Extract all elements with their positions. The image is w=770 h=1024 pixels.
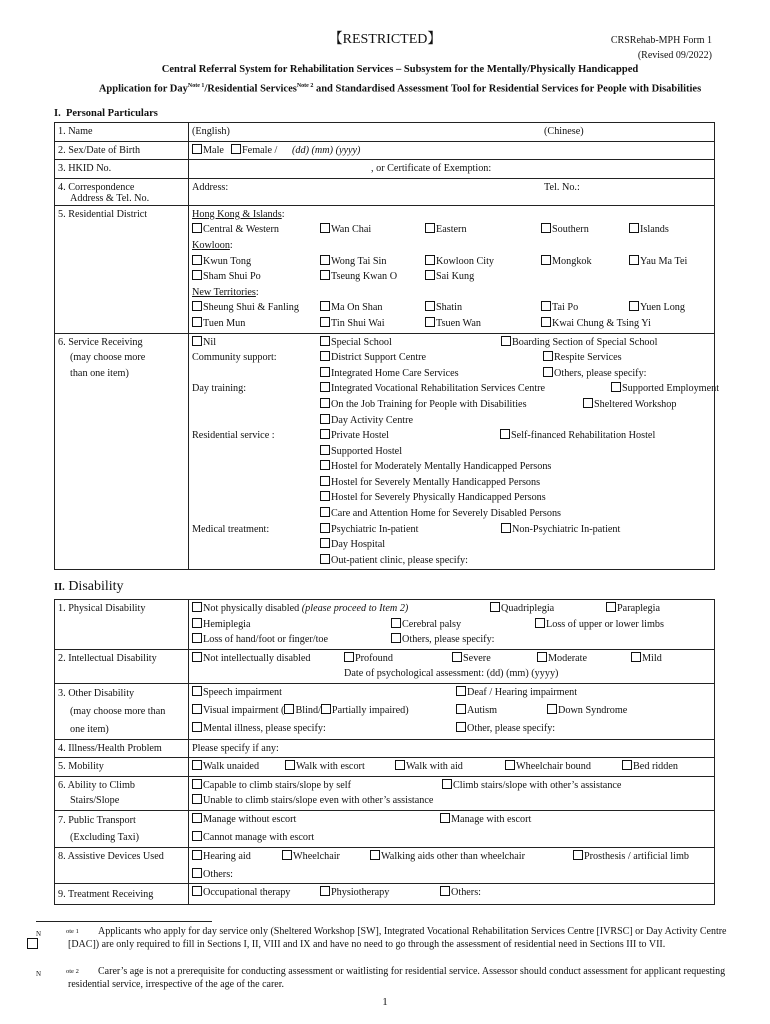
- cerebral-palsy-label: Cerebral palsy: [402, 618, 462, 630]
- name-field[interactable]: [189, 123, 715, 142]
- central-western-checkbox[interactable]: [192, 223, 202, 233]
- new-territories-heading: New Territories: [192, 286, 256, 298]
- nil-checkbox[interactable]: [192, 336, 202, 346]
- sheltered-workshop-label: Sheltered Workshop: [594, 398, 677, 410]
- walk-aid-label: Walk with aid: [406, 761, 463, 773]
- footnote-1-mark: N: [36, 930, 42, 938]
- wheelchair-label: Wheelchair: [293, 850, 340, 862]
- personal-particulars-table: [54, 122, 720, 570]
- nonpsych-inpatient-label: Non-Psychiatric In-patient: [512, 523, 621, 535]
- care-attention-checkbox[interactable]: [320, 507, 330, 517]
- day-training-label: Day training:: [192, 383, 247, 395]
- residential-service-label: Residential service :: [192, 430, 275, 442]
- care-attention-label: Care and Attention Home for Severely Disabled Persons: [331, 508, 562, 520]
- eastern-label: Eastern: [436, 224, 467, 236]
- yau-ma-tei-label: Yau Ma Tei: [640, 255, 688, 267]
- moderate-checkbox[interactable]: [537, 652, 547, 662]
- chinese-label: (Chinese): [544, 126, 584, 137]
- hk-islands-heading: Hong Kong & Islands: [192, 208, 282, 220]
- tuen-mun-label: Tuen Mun: [203, 317, 246, 329]
- yau-ma-tei-checkbox[interactable]: [629, 255, 639, 265]
- physical-others-checkbox[interactable]: [391, 633, 401, 643]
- hearing-aid-label: Hearing aid: [203, 850, 251, 862]
- walk-escort-checkbox[interactable]: [285, 760, 295, 770]
- ma-on-shan-checkbox[interactable]: [320, 301, 330, 311]
- female-checkbox[interactable]: [231, 144, 241, 154]
- private-hostel-label: Private Hostel: [331, 430, 390, 442]
- address-field[interactable]: [189, 178, 715, 205]
- manage-with-escort-checkbox[interactable]: [440, 813, 450, 823]
- climb-label: [55, 776, 189, 810]
- sai-kung-checkbox[interactable]: [425, 270, 435, 280]
- dac-label: Day Activity Centre: [331, 414, 414, 426]
- psych-assessment-date: Date of psychological assessment: (dd) (mm) (yyyy): [344, 668, 559, 680]
- hemiplegia-label: Hemiplegia: [203, 618, 251, 630]
- hostel-severe-mental-label: Hostel for Severely Mentally Handicapped Persons: [331, 476, 541, 488]
- illness-label: 4. Illness/Health Problem: [55, 739, 189, 758]
- hostel-moderate-label: Hostel for Moderately Mentally Handicapped Persons: [331, 461, 552, 473]
- hemiplegia-checkbox[interactable]: [192, 618, 202, 628]
- intellectual-label: 2. Intellectual Disability: [55, 649, 189, 683]
- ihcs-checkbox[interactable]: [320, 367, 330, 377]
- footnote-1-sup: ote 1: [66, 928, 79, 935]
- loss-limbs-checkbox[interactable]: [535, 618, 545, 628]
- walking-aids-label: Walking aids other than wheelchair: [381, 850, 526, 862]
- climb-label-1: 6. Ability to Climb: [58, 779, 135, 791]
- title-part-b: /Residential Services: [204, 83, 297, 95]
- service-label: [55, 333, 189, 570]
- wheelchair-bound-label: Wheelchair bound: [516, 761, 591, 773]
- self-financed-label: Self-financed Rehabilitation Hostel: [511, 430, 656, 442]
- illness-row: [55, 739, 715, 758]
- ihcs-label: Integrated Home Care Services: [331, 367, 459, 379]
- tai-po-label: Tai Po: [552, 302, 579, 314]
- title-line-2: [40, 78, 760, 98]
- autism-checkbox[interactable]: [456, 704, 466, 714]
- community-others-checkbox[interactable]: [543, 367, 553, 377]
- footnote-separator: [36, 921, 212, 922]
- mongkok-label: Mongkok: [552, 255, 592, 267]
- tin-shui-wai-label: Tin Shui Wai: [331, 317, 385, 329]
- eastern-checkbox[interactable]: [425, 223, 435, 233]
- otj-checkbox[interactable]: [320, 398, 330, 408]
- female-label: Female /: [242, 144, 278, 156]
- kwai-chung-label: Kwai Chung & Tsing Yi: [552, 317, 651, 329]
- southern-checkbox[interactable]: [541, 223, 551, 233]
- cannot-manage-label: Cannot manage with escort: [203, 831, 315, 843]
- kwai-chung-checkbox[interactable]: [541, 317, 551, 327]
- walk-escort-label: Walk with escort: [296, 761, 365, 773]
- correspondence-row: [55, 178, 715, 205]
- yuen-long-checkbox[interactable]: [629, 301, 639, 311]
- loss-hand-label: Loss of hand/foot or finger/toe: [203, 634, 329, 646]
- bed-ridden-checkbox[interactable]: [622, 760, 632, 770]
- mobility-label: 5. Mobility: [55, 758, 189, 777]
- wan-chai-label: Wan Chai: [331, 224, 372, 236]
- kowloon-heading: Kowloon: [192, 239, 230, 251]
- form-title: [40, 61, 760, 98]
- outpatient-label: Out-patient clinic, please specify:: [331, 554, 468, 566]
- male-label: Male: [203, 144, 224, 156]
- disability-table: [54, 599, 715, 905]
- climb-row: [55, 776, 715, 810]
- assistive-others-checkbox[interactable]: [192, 868, 202, 878]
- mongkok-checkbox[interactable]: [541, 255, 551, 265]
- hostel-moderate-checkbox[interactable]: [320, 460, 330, 470]
- shatin-checkbox[interactable]: [425, 301, 435, 311]
- day-hospital-label: Day Hospital: [331, 539, 386, 551]
- mobility-row: [55, 758, 715, 777]
- partial-checkbox[interactable]: [321, 704, 331, 714]
- name-row: [55, 123, 715, 142]
- other-disability-checkbox[interactable]: [456, 722, 466, 732]
- section-2-heading: [54, 579, 124, 595]
- footnote-1: [36, 926, 736, 966]
- self-financed-checkbox[interactable]: [500, 429, 510, 439]
- dsc-label: District Support Centre: [331, 352, 427, 364]
- nonpsych-inpatient-checkbox[interactable]: [501, 523, 511, 533]
- service-label-1: 6. Service Receiving: [58, 336, 143, 348]
- transport-label: [55, 810, 189, 847]
- title-line-1: Central Referral System for Rehabilitation Services – Subsystem for the Mentally/Physically Handicapped: [161, 64, 639, 75]
- footnote-2-sup: ote 2: [66, 968, 79, 975]
- speech-checkbox[interactable]: [192, 686, 202, 696]
- sex-dob-row: [55, 141, 715, 160]
- walk-aid-checkbox[interactable]: [395, 760, 405, 770]
- wan-chai-checkbox[interactable]: [320, 223, 330, 233]
- sham-shui-po-checkbox[interactable]: [192, 270, 202, 280]
- service-label-3: than one item): [70, 367, 129, 379]
- ivrsc-label: Integrated Vocational Rehabilitation Services Centre: [331, 383, 546, 395]
- page-number: 1: [382, 996, 388, 1008]
- loss-hand-checkbox[interactable]: [192, 633, 202, 643]
- climb-self-checkbox[interactable]: [192, 779, 202, 789]
- tsuen-wan-label: Tsuen Wan: [436, 317, 481, 329]
- ma-on-shan-label: Ma On Shan: [331, 302, 383, 314]
- treatment-row: [55, 884, 715, 905]
- wheelchair-bound-checkbox[interactable]: [505, 760, 515, 770]
- kowloon-city-label: Kowloon City: [436, 255, 495, 267]
- treatment-others-label: Others:: [451, 887, 481, 899]
- address-label: Address:: [192, 181, 229, 193]
- paraplegia-label: Paraplegia: [617, 603, 660, 614]
- correspondence-label-2: Address & Tel. No.: [70, 192, 150, 204]
- section-1-heading: [54, 108, 158, 119]
- footnote-2-mark: N: [36, 970, 42, 978]
- climb-self-label: Capable to climb stairs/slope by self: [203, 779, 351, 791]
- tin-shui-wai-checkbox[interactable]: [320, 317, 330, 327]
- tsuen-wan-checkbox[interactable]: [425, 317, 435, 327]
- title-part-a: Application for Day: [98, 83, 188, 95]
- section-1-title: Personal Particulars: [65, 108, 158, 119]
- sex-dob-label: 2. Sex/Date of Birth: [55, 141, 189, 160]
- visual-checkbox[interactable]: [192, 704, 202, 714]
- hkid-field[interactable]: [189, 160, 715, 179]
- dob-format: (dd) (mm) (yyyy): [292, 144, 361, 156]
- manage-without-escort-label: Manage without escort: [203, 813, 297, 825]
- supported-hostel-checkbox[interactable]: [320, 445, 330, 455]
- day-hospital-checkbox[interactable]: [320, 538, 330, 548]
- title-part-c: and Standardised Assessment Tool for Residential Services for People with Disabilities: [313, 83, 702, 95]
- restricted-marking: 【RESTRICTED】: [328, 32, 442, 47]
- loss-limbs-label: Loss of upper or lower limbs: [546, 618, 664, 630]
- section-2-number: II.: [54, 582, 65, 593]
- not-physical-checkbox[interactable]: [192, 602, 202, 612]
- otj-label: On the Job Training for People with Disabilities: [331, 398, 527, 410]
- medical-treatment-label: Medical treatment:: [192, 523, 270, 535]
- climb-unable-checkbox[interactable]: [192, 794, 202, 804]
- supported-employment-label: Supported Employment: [622, 383, 720, 395]
- tel-label: Tel. No.:: [544, 181, 580, 193]
- moderate-label: Moderate: [548, 652, 588, 664]
- quadriplegia-label: Quadriplegia: [501, 603, 555, 614]
- deaf-label: Deaf / Hearing impairment: [467, 686, 578, 698]
- form-number-block: [611, 33, 712, 63]
- tai-po-checkbox[interactable]: [541, 301, 551, 311]
- hostel-severe-physical-label: Hostel for Severely Physically Handicapped Persons: [331, 492, 546, 504]
- mild-label: Mild: [642, 652, 662, 664]
- physiotherapy-label: Physiotherapy: [331, 887, 390, 899]
- autism-label: Autism: [467, 704, 498, 716]
- note1-ref: Note 1: [187, 83, 205, 89]
- ivrsc-checkbox[interactable]: [320, 382, 330, 392]
- physical-others-label: Others, please specify:: [402, 634, 495, 646]
- respite-checkbox[interactable]: [543, 351, 553, 361]
- transport-row: [55, 810, 715, 847]
- supported-employment-checkbox[interactable]: [611, 382, 621, 392]
- outpatient-checkbox[interactable]: [320, 554, 330, 564]
- supported-hostel-label: Supported Hostel: [331, 445, 403, 457]
- cannot-manage-checkbox[interactable]: [192, 831, 202, 841]
- physiotherapy-checkbox[interactable]: [320, 886, 330, 896]
- partial-label: Partially impaired): [331, 704, 409, 716]
- male-checkbox[interactable]: [192, 144, 202, 154]
- climb-unable-label: Unable to climb stairs/slope even with other’s assistance: [203, 795, 434, 807]
- transport-label-1: 7. Public Transport: [58, 814, 136, 826]
- footnote-1-text: Applicants who apply for day service only (Sheltered Workshop [SW], Integrated Vocational Rehabilitation Services Centre [IVRSC] or Day Activity Centre [DAC]) are only required to fill in Sections I, II, VIII and IX and have no need to go through the assessment of residential need in Sections III to VII.: [68, 926, 727, 950]
- visual-label: Visual impairment (: [203, 704, 285, 716]
- sham-shui-po-label: Sham Shui Po: [203, 271, 261, 283]
- quadriplegia-checkbox[interactable]: [490, 602, 500, 612]
- blind-label: Blind/: [295, 704, 321, 716]
- other-disability-row: [55, 683, 715, 739]
- section-1-number: I.: [54, 108, 61, 119]
- severe-label: Severe: [463, 652, 491, 664]
- sheung-shui-checkbox[interactable]: [192, 301, 202, 311]
- not-physical-label: Not physically disabled: [203, 603, 300, 614]
- hkid-row: [55, 160, 715, 179]
- dsc-checkbox[interactable]: [320, 351, 330, 361]
- physical-label: 1. Physical Disability: [55, 600, 189, 650]
- islands-checkbox[interactable]: [629, 223, 639, 233]
- district-label: 5. Residential District: [55, 205, 189, 333]
- climb-assist-checkbox[interactable]: [442, 779, 452, 789]
- occupational-therapy-checkbox[interactable]: [192, 886, 202, 896]
- hostel-severe-mental-checkbox[interactable]: [320, 476, 330, 486]
- wheelchair-checkbox[interactable]: [282, 850, 292, 860]
- treatment-others-checkbox[interactable]: [440, 886, 450, 896]
- psych-inpatient-checkbox[interactable]: [320, 523, 330, 533]
- assistive-others-label: Others:: [203, 868, 233, 880]
- district-row: 5. Residential District Hong Kong & Islands: Central & Western Wan Chai Eastern Southern Islands Kowloon: Kwun Tong Wong Tai Sin Kowloon City Mongkok Yau Ma Tei Sham Shui Po Tseung Kwan O Sai Kung New Territories: Sheung Shui & Fanling Ma On Shan Shatin Tai Po Yuen Long Tuen Mun Tin Shui Wai Tsuen Wan Kwai Chung & Tsing Yi: [55, 205, 715, 333]
- shatin-label: Shatin: [436, 302, 463, 314]
- blind-checkbox[interactable]: [284, 704, 294, 714]
- boarding-label: Boarding Section of Special School: [512, 336, 658, 348]
- english-label: (English): [192, 126, 230, 137]
- proceed-item2-note: (please proceed to Item 2): [301, 603, 409, 614]
- exemption-label: , or Certificate of Exemption:: [371, 163, 492, 175]
- down-syndrome-label: Down Syndrome: [558, 704, 628, 716]
- respite-label: Respite Services: [554, 352, 622, 364]
- tseung-kwan-o-checkbox[interactable]: [320, 270, 330, 280]
- service-row: [55, 333, 715, 570]
- tuen-mun-checkbox[interactable]: [192, 317, 202, 327]
- tseung-kwan-o-label: Tseung Kwan O: [331, 271, 398, 283]
- paraplegia-checkbox[interactable]: [606, 602, 616, 612]
- other-disability-specify-label: Other, please specify:: [467, 722, 556, 734]
- name-label: 1. Name: [55, 123, 189, 142]
- other-disability-label-3: one item): [70, 723, 109, 735]
- manage-without-escort-checkbox[interactable]: [192, 813, 202, 823]
- climb-assist-label: Climb stairs/slope with other’s assistance: [453, 779, 622, 791]
- severe-checkbox[interactable]: [452, 652, 462, 662]
- not-intellectual-checkbox[interactable]: [192, 652, 202, 662]
- service-label-2: (may choose more: [70, 352, 146, 364]
- boarding-checkbox[interactable]: [501, 336, 511, 346]
- speech-label: Speech impairment: [203, 686, 282, 698]
- dac-checkbox[interactable]: [320, 414, 330, 424]
- profound-label: Profound: [355, 652, 393, 664]
- intellectual-row: [55, 649, 715, 683]
- hearing-aid-checkbox[interactable]: [192, 850, 202, 860]
- prosthesis-checkbox[interactable]: [573, 850, 583, 860]
- footnote-2-text: Carer’s age is not a prerequisite for conducting assessment or waitlisting for residential service. Assessor should conduct assessment for applicant requesting residential service, irrespective of the age of the carer.: [68, 966, 726, 990]
- community-others-label: Others, please specify:: [554, 367, 647, 379]
- sheung-shui-label: Sheung Shui & Fanling: [203, 302, 299, 314]
- manage-with-escort-label: Manage with escort: [451, 813, 532, 825]
- not-intellectual-label: Not intellectually disabled: [203, 652, 311, 664]
- bed-ridden-label: Bed ridden: [633, 761, 678, 773]
- psych-inpatient-label: Psychiatric In-patient: [331, 523, 419, 535]
- down-syndrome-checkbox[interactable]: [547, 704, 557, 714]
- wong-tai-sin-label: Wong Tai Sin: [331, 255, 387, 267]
- deaf-checkbox[interactable]: [456, 686, 466, 696]
- other-disability-label-2: (may choose more than: [70, 705, 166, 717]
- sai-kung-label: Sai Kung: [436, 271, 475, 283]
- hkid-label: 3. HKID No.: [55, 160, 189, 179]
- kwun-tong-label: Kwun Tong: [203, 255, 252, 267]
- community-support-label: Community support:: [192, 352, 277, 364]
- kwun-tong-checkbox[interactable]: [192, 255, 202, 265]
- nil-label: Nil: [203, 336, 217, 348]
- profound-checkbox[interactable]: [344, 652, 354, 662]
- illness-field[interactable]: Please specify if any:: [189, 739, 715, 758]
- walking-aids-checkbox[interactable]: [370, 850, 380, 860]
- treatment-label: 9. Treatment Receiving: [55, 884, 189, 905]
- wong-tai-sin-checkbox[interactable]: [320, 255, 330, 265]
- note2-ref: Note 2: [296, 83, 314, 89]
- southern-label: Southern: [552, 224, 589, 236]
- walk-unaided-label: Walk unaided: [203, 761, 260, 773]
- footnote-2: [36, 966, 736, 992]
- walk-unaided-checkbox[interactable]: [192, 760, 202, 770]
- correspondence-label: [55, 178, 189, 205]
- transport-label-2: (Excluding Taxi): [70, 831, 139, 843]
- kowloon-city-checkbox[interactable]: [425, 255, 435, 265]
- central-western-label: Central & Western: [203, 224, 279, 236]
- yuen-long-label: Yuen Long: [640, 302, 685, 314]
- private-hostel-checkbox[interactable]: [320, 429, 330, 439]
- revision-date: (Revised 09/2022): [637, 50, 712, 61]
- mental-illness-label: Mental illness, please specify:: [203, 722, 326, 734]
- physical-row: [55, 600, 715, 650]
- other-disability-label: [55, 683, 189, 739]
- climb-label-2: Stairs/Slope: [70, 795, 120, 807]
- mental-illness-checkbox[interactable]: [192, 722, 202, 732]
- form-number: CRSRehab-MPH Form 1: [610, 35, 712, 46]
- occupational-therapy-label: Occupational therapy: [203, 887, 291, 899]
- hostel-severe-physical-checkbox[interactable]: [320, 491, 330, 501]
- assistive-label: 8. Assistive Devices Used: [55, 847, 189, 884]
- correspondence-label-1: 4. Correspondence: [58, 181, 135, 193]
- prosthesis-label: Prosthesis / artificial limb: [584, 850, 689, 862]
- assistive-row: [55, 847, 715, 884]
- special-school-checkbox[interactable]: [320, 336, 330, 346]
- sheltered-workshop-checkbox[interactable]: [583, 398, 593, 408]
- islands-label: Islands: [640, 224, 669, 236]
- cerebral-palsy-checkbox[interactable]: [391, 618, 401, 628]
- special-school-label: Special School: [331, 336, 392, 348]
- section-2-title: Disability: [68, 579, 124, 594]
- other-disability-label-1: 3. Other Disability: [58, 687, 135, 699]
- mild-checkbox[interactable]: [631, 652, 641, 662]
